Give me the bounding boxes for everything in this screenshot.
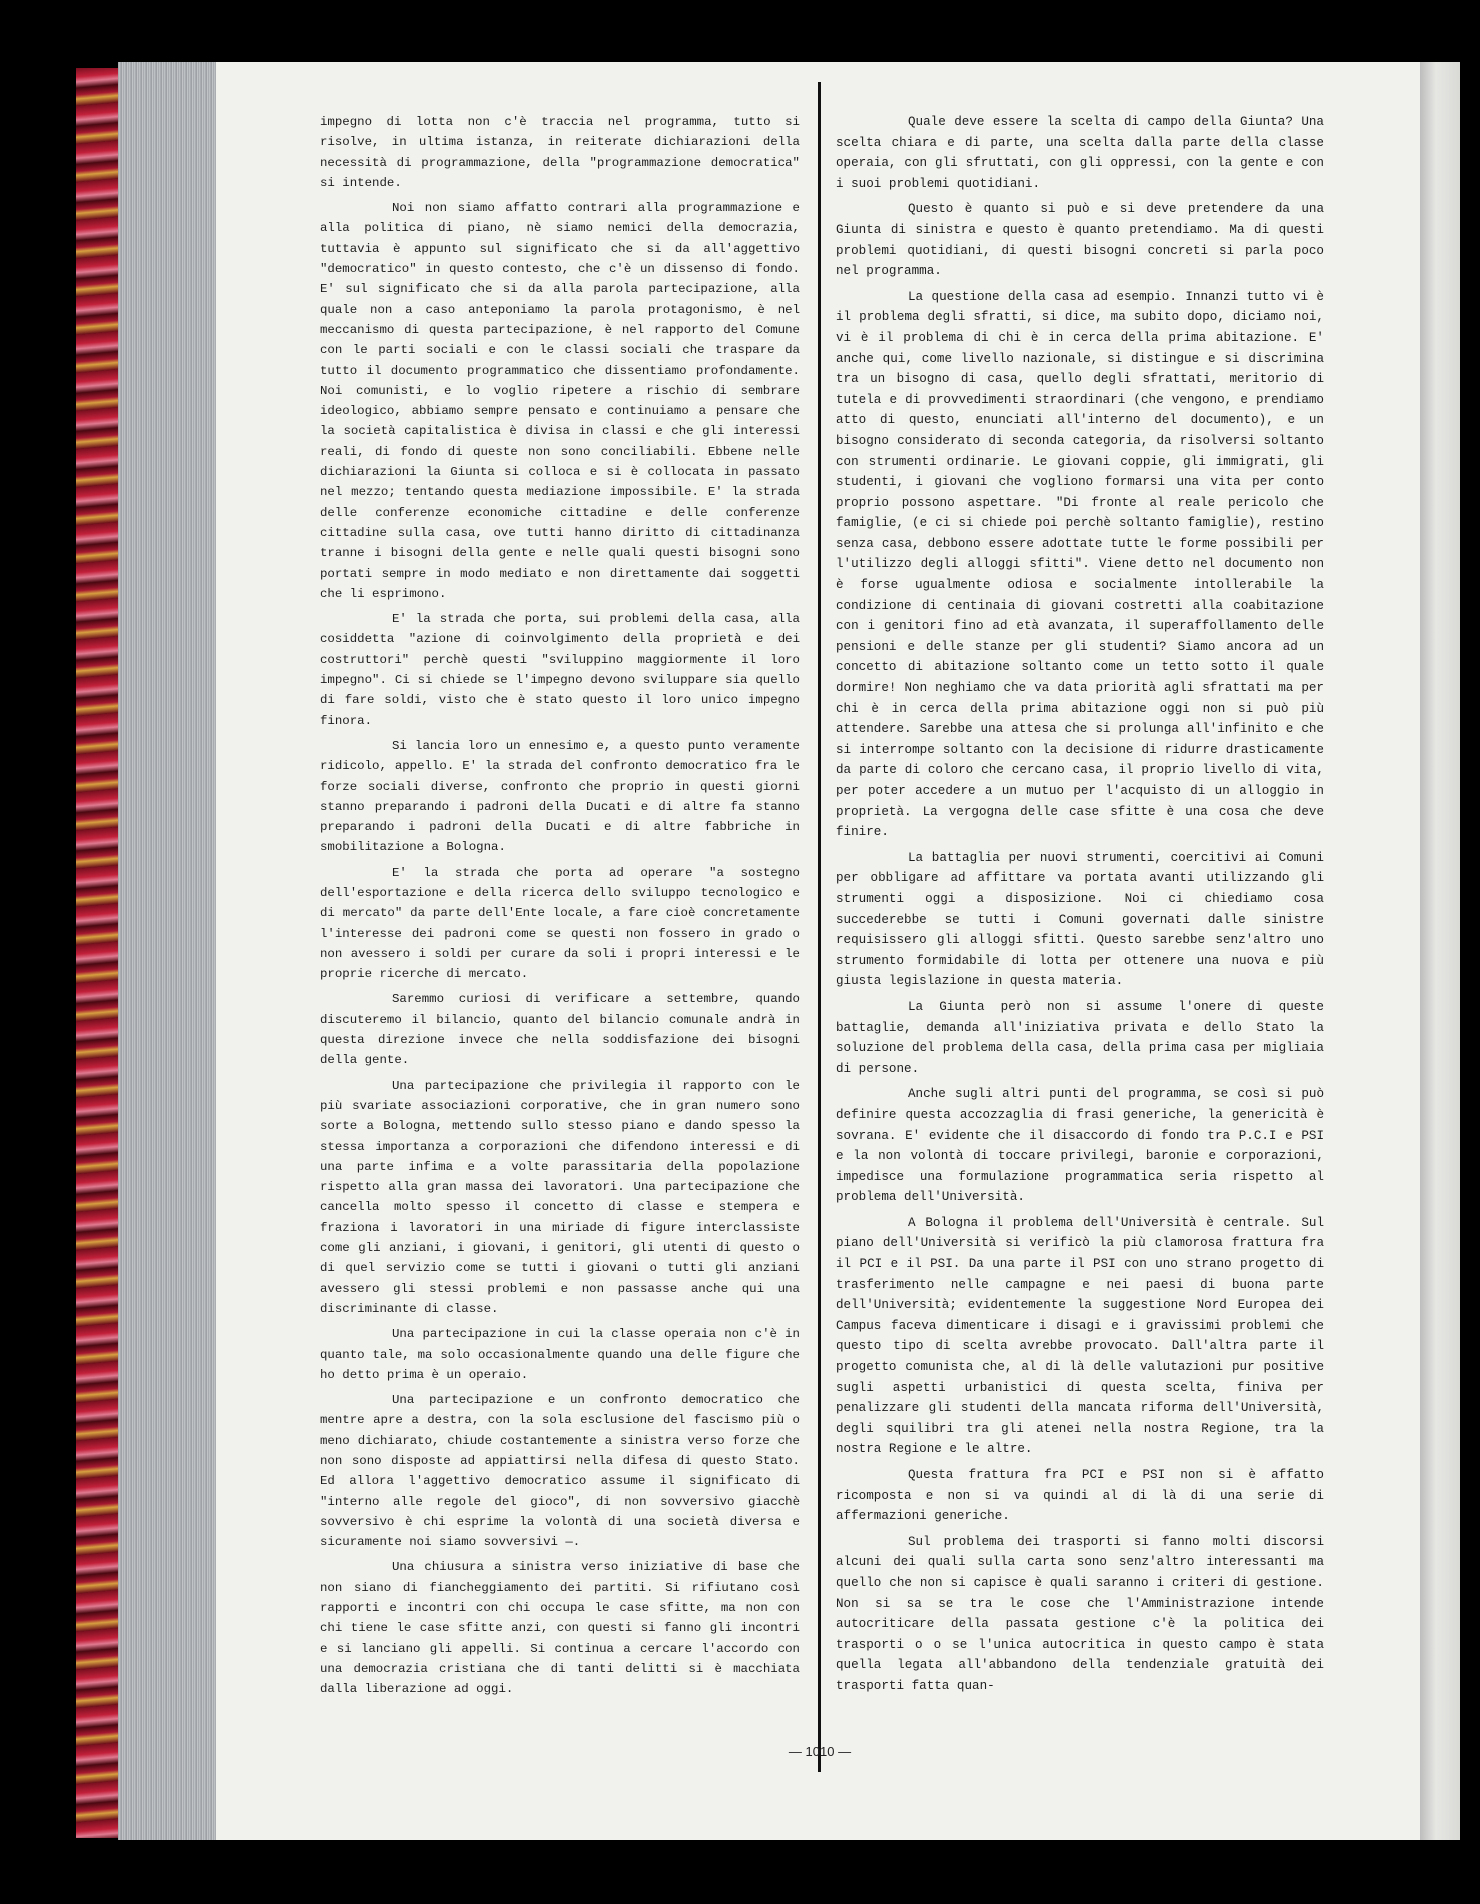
paragraph: Saremmo curiosi di verificare a settembre, quando discuteremo il bilancio, quanto del bilancio comunale andrà in questa direzione invece che nella soddisfazione dei bisogni della gente. [320, 992, 800, 1068]
facing-page-edge [1420, 62, 1460, 1840]
page-edges [118, 62, 218, 1840]
paragraph: Noi non siamo affatto contrari alla programmazione e alla politica di piano, nè siamo nemici della democrazia, tuttavia è appunto sul significato che si da all'aggettivo "democratico" in questo contesto, che c'è un dissenso di fondo. E' sul significato che si da alla parola partecipazione, alla quale non a caso anteponiamo la parola protagonismo, è nel meccanismo di questa partecipazione, è nel rapporto del Comune con le parti sociali e con le classi sociali che traspare da tutto il documento programmatico che dissentiamo profondamente. Noi comunisti, e lo voglio ripetere a rischio di sembrare ideologico, abbiamo sempre pensato e continuiamo a pensare che la società capitalistica è divisa in classi e che gli interessi reali, di fondo di queste non sono conciliabili. Ebbene nelle dichiarazioni la Giunta si colloca e si è collocata in passato nel mezzo; tentando questa mediazione impossibile. E' la strada delle conferenze economiche cittadine e delle conferenze cittadine sulla casa, ove tutti hanno diritto di cittadinanza tranne i bisogni della gente e nelle quali questi bisogni sono portati sempre in modo mediato e non direttamente dai soggetti che li esprimono. [320, 201, 800, 601]
paragraph: Una chiusura a sinistra verso iniziative di base che non siano di fiancheggiamento dei partiti. Si rifiutano così rapporti e incontri con chi occupa le case sfitte, ma non con chi tiene le case sfitte anzi, con questi si fanno gli incontri e si lanciano gli appelli. Si continua a cercare l'accordo con una democrazia cristiana che di tanti delitti si è macchiata dalla liberazione ad oggi. [320, 1560, 800, 1697]
book-binding [76, 68, 118, 1838]
paragraph: E' la strada che porta, sui problemi della casa, alla cosiddetta "azione di coinvolgimento della proprietà e dei costruttori" perchè questi "sviluppino maggiormente il loro impegno". Ci si chiede se l'impegno devono sviluppare sia quello di fare soldi, visto che è stato questo il loro unico impegno finora. [320, 612, 800, 728]
paragraph: impegno di lotta non c'è traccia nel programma, tutto si risolve, in ultima istanza, in reiterate dichiarazioni della necessità di programmazione, della "programmazione democratica" si intende. [320, 115, 800, 190]
paragraph: Anche sugli altri punti del programma, se così si può definire questa accozzaglia di frasi generiche, la genericità è sovrana. E' evidente che il disaccordo di fondo tra P.C.I e PSI e la non volontà di toccare privilegi, baronie e corporazioni, impedisce una formulazione programmatica seria rispetto al problema dell'Università. [836, 1087, 1324, 1205]
paragraph: Sul problema dei trasporti si fanno molti discorsi alcuni dei quali sulla carta sono senz'altro interessanti ma quello che non si capisce è quali saranno i criteri di gestione. Non si sa se tra le cose che l'Amministrazione intende autocriticare della passata gestione c'è la politica dei trasporti o o se l'unica autocritica in questo campo è stata quella legata all'abbandono della tendenziale gratuità dei trasporti fatta quan- [836, 1534, 1324, 1693]
paragraph: A Bologna il problema dell'Università è centrale. Sul piano dell'Università si verificò la più clamorosa frattura fra il PCI e il PSI. Da una parte il PSI con uno strano progetto di trasferimento nelle campagne e nei paesi di buona parte dell'Università; evidentemente la suggestione Nord Europea dei Campus faceva dimenticare i disagi e i gravissimi problemi che questo tipo di scelta avrebbe provocato. Dall'altra parte il progetto comunista che, al di là delle valutazioni pur positive sugli aspetti urbanistici di questa scelta, finiva per penalizzare gli studenti della mancata riforma dell'Università, degli squilibri tra gli atenei nella nostra Regione, tra la nostra Regione e le altre. [836, 1215, 1324, 1457]
paragraph: La questione della casa ad esempio. Innanzi tutto vi è il problema degli sfratti, si dice, ma subito dopo, diciamo noi, vi è il problema di chi è in cerca della prima abitazione. E' anche qui, come livello nazionale, si distingue e si discrimina tra un bisogno di casa, quello degli sfrattati, meritorio di tutela e di provvedimenti straordinari (che vengono, e prendiamo atto di questo, enunciati all'interno del documento), e un bisogno considerato di seconda categoria, da risolversi soltanto con strumenti ordinarie. Le giovani coppie, gli immigrati, gli studenti, i giovani che vogliono formarsi una vita per conto proprio possono aspettare. "Di fronte al reale pericolo che famiglie, (e ci si chiede poi perchè soltanto famiglie), restino senza casa, debbono essere adottate tutte le forme possibili per l'utilizzo degli alloggi sfitti". Viene detto nel documento non è forse ugualmente odiosa e socialmente intollerabile la condizione di centinaia di giovani costretti alla coabitazione con i genitori fino ad età avanzata, il superaffollamento delle pensioni e delle stanze per gli studenti? Siamo ancora ad un concetto di abitazione soltanto come un tetto sotto il quale dormire! Non neghiamo che va data priorità agli sfrattati ma per chi è in cerca della prima abitazione oggi non si può più attendere. Sarebbe una attesa che si prolunga all'infinito e che si interrompe soltanto con la decisione di ridurre drasticamente da parte di coloro che cercano casa, il proprio livello di vita, per poter accedere a un mutuo per l'acquisto di un alloggio in proprietà. La vergogna delle case sfitte è una cosa che deve finire. [836, 289, 1324, 840]
paragraph: La battaglia per nuovi strumenti, coercitivi ai Comuni per obbligare ad affittare va portata avanti utilizzando gli strumenti oggi a disposizione. Noi ci chiediamo cosa succederebbe se tutti i Comuni governati dalle sinistre requisissero gli alloggi sfitti. Questo sarebbe senz'altro uno strumento formidabile di lotta per ottenere una nuova e più giusta legislazione in questa materia. [836, 850, 1324, 989]
left-text-column [320, 112, 800, 1705]
paragraph: Una partecipazione in cui la classe operaia non c'è in quanto tale, ma solo occasionalmente quando una delle figure che ho detto prima è un operaio. [320, 1327, 800, 1382]
paragraph: Questa frattura fra PCI e PSI non si è affatto ricomposta e non si va quindi al di là di una serie di affermazioni generiche. [836, 1468, 1324, 1524]
right-text-column [836, 112, 1324, 1702]
paragraph: Si lancia loro un ennesimo e, a questo punto veramente ridicolo, appello. E' la strada del confronto democratico fra le forze sociali diverse, confronto che proprio in questi giorni stanno preparando i padroni della Ducati e di altre fa stanno preparando i padroni della Ducati e di altre fabbriche in smobilitazione a Bologna. [320, 738, 800, 855]
column-divider [818, 82, 821, 1772]
paragraph: Questo è quanto si può e si deve pretendere da una Giunta di sinistra e questo è quanto pretendiamo. Ma di questi problemi quotidiani, di questi bisogni concreti si parla poco nel programma. [836, 202, 1324, 279]
page-number: — 1010 — [788, 1744, 852, 1759]
paragraph: Una partecipazione che privilegia il rapporto con le più svariate associazioni corporative, che in gran numero sono sorte a Bologna, mettendo sullo stesso piano e dando spesso la stessa importanza a corporazioni che difendono interessi e di una parte infima e a volte parassitaria della popolazione rispetto alla gran massa dei lavoratori. Una partecipazione che cancella molto spesso il concetto di classe e stempera e fraziona i lavoratori in una miriade di figure interclassiste come gli anziani, i giovani, i genitori, gli utenti di questo o di quel servizio come se tutti i giovani o tutti gli anziani avessero gli stessi problemi e non passasse anche qui una discriminante di classe. [320, 1078, 800, 1316]
paragraph: Quale deve essere la scelta di campo della Giunta? Una scelta chiara e di parte, una scelta dalla parte della classe operaia, con gli sfruttati, con gli oppressi, con la gente e con i suoi problemi quotidiani. [836, 115, 1324, 191]
paragraph: Una partecipazione e un confronto democratico che mentre apre a destra, con la sola esclusione del fascismo più o meno dichiarato, chiude costantemente a sinistra verso forze che non sono disposte ad appiattirsi nella difesa di questo Stato. Ed allora l'aggettivo democratico assume il significato di "interno alle regole del gioco", di non sovversivo giacchè sovversivo è chi esprime la volontà di una società diversa e sicuramente noi siamo sovversivi —. [320, 1393, 800, 1550]
paragraph: La Giunta però non si assume l'onere di queste battaglie, demanda all'iniziativa privata e dello Stato la soluzione del problema della casa, della prima casa per migliaia di persone. [836, 999, 1324, 1076]
paragraph: E' la strada che porta ad operare "a sostegno dell'esportazione e della ricerca dello sviluppo tecnologico e di mercato" da parte dell'Ente locale, a fare cioè concretamente l'interesse dei padroni come se questi non fossero in grado o non avessero i soldi per curare da soli i propri interessi e le proprie ricerche di mercato. [320, 865, 800, 982]
